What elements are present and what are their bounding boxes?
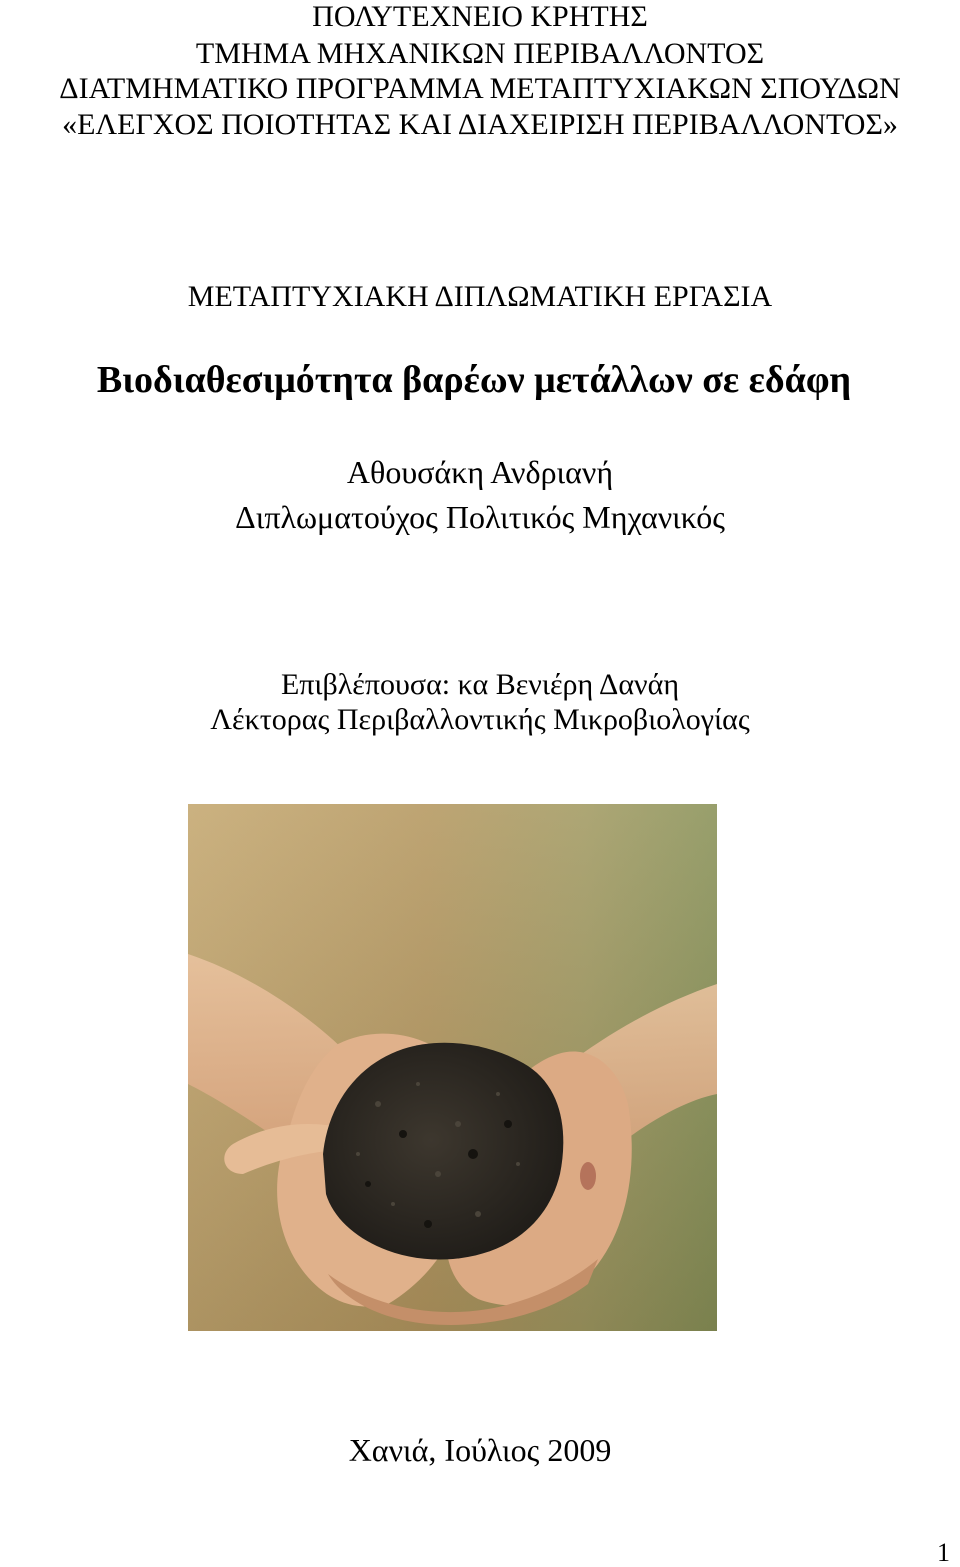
page-number: 1	[937, 1538, 950, 1567]
department-name: ΤΜΗΜΑ ΜΗΧΑΝΙΚΩΝ ΠΕΡΙΒΑΛΛΟΝΤΟΣ	[195, 37, 765, 70]
place-date: Χανιά, Ιούλιος 2009	[348, 1432, 612, 1468]
program-name: «ΕΛΕΓΧΟΣ ΠΟΙΟΤΗΤΑΣ ΚΑΙ ΔΙΑΧΕΙΡΙΣΗ ΠΕΡΙΒΑΛΛΟΝΤΟΣ»	[62, 108, 898, 141]
cover-photo	[188, 804, 717, 1331]
thesis-title: Βιοδιαθεσιμότητα βαρέων μετάλλων σε εδάφη	[96, 359, 852, 401]
supervisor-line: Επιβλέπουσα: κα Βενιέρη Δανάη	[280, 668, 680, 701]
author-degree: Διπλωματούχος Πολιτικός Μηχανικός	[235, 499, 725, 535]
supervisor-role: Λέκτορας Περιβαλλοντικής Μικροβιολογίας	[210, 703, 750, 736]
university-name: ΠΟΛΥΤΕΧΝΕΙΟ ΚΡΗΤΗΣ	[312, 0, 648, 33]
program-title: ΔΙΑΤΜΗΜΑΤΙΚΟ ΠΡΟΓΡΑΜΜΑ ΜΕΤΑΠΤΥΧΙΑΚΩΝ ΣΠΟΥΔΩΝ	[59, 72, 901, 105]
thesis-type: ΜΕΤΑΠΤΥΧΙΑΚΗ ΔΙΠΛΩΜΑΤΙΚΗ ΕΡΓΑΣΙΑ	[187, 280, 773, 313]
author-name: Αθουσάκη Ανδριανή	[346, 454, 614, 490]
